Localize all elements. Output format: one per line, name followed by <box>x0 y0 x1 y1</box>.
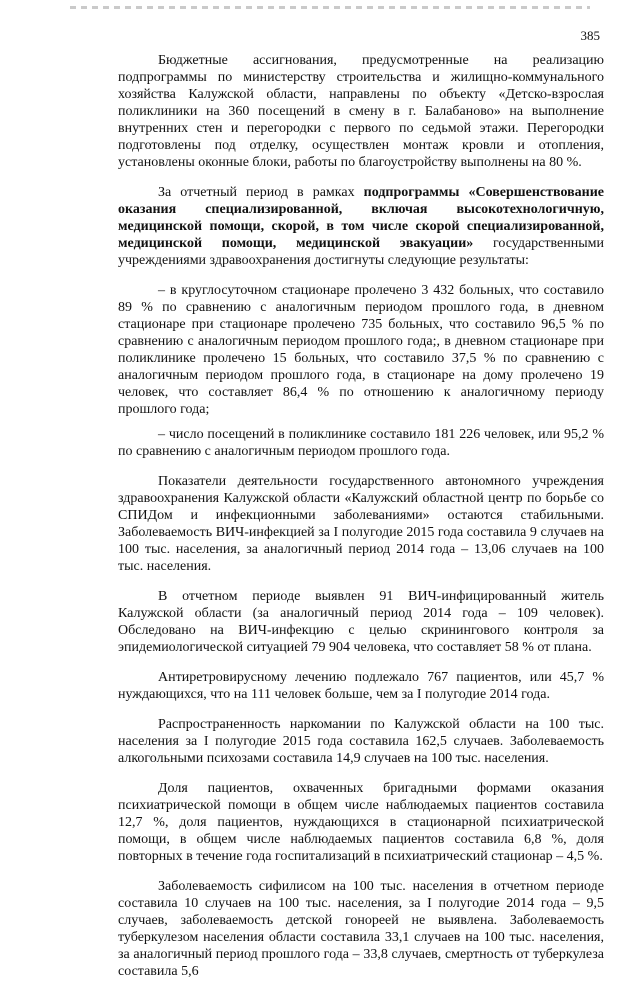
paragraph-narcomania: Распространенность наркомании по Калужской области на 100 тыс. населения за I полугодие 2015 года составила 162,5 случаев. Заболеваемость алкогольными психозами составила 14,9 случаев на 100 тыс. населения. <box>118 717 604 766</box>
paragraph-antiretroviral: Антиретровирусному лечению подлежало 767 пациентов, или 45,7 % нуждающихся, что на 111 человек больше, чем за I полугодие 2014 года. <box>118 670 604 702</box>
paragraph-psychiatric: Доля пациентов, охваченных бригадными формами оказания психиатрической помощи в общем числе наблюдаемых пациентов составила 12,7 %, доля пациентов, нуждающихся в стационарной психиатрической помощи, в общем числе наблюдаемых пациентов составила 6,8 %, доля повторных в течение года госпитализаций в психиатрический стационар – 4,5 %. <box>118 781 604 864</box>
subprogram-title: подпрограммы «Совершенствование оказания специализированной, включая высокотехнологичную, медицинской помощи, скорой, в том числе скорой специализированной, медицинской помощи, медицинской эвакуации» <box>118 185 604 251</box>
scan-artifact-line <box>70 6 590 9</box>
paragraph-aids-center: Показатели деятельности государственного автономного учреждения здравоохранения Калужской области «Калужский областной центр по борьбе со СПИДом и инфекционными заболеваниями» остаются стабильными. Заболеваемость ВИЧ-инфекцией за I полугодие 2015 года составила 9 случаев на 100 тыс. населения, за аналогичный период 2014 года – 13,06 случаев на 100 тыс. населения. <box>118 474 604 574</box>
paragraph-hiv-detected: В отчетном периоде выявлен 91 ВИЧ-инфицированный житель Калужской области (за аналогичный период 2014 года – 109 человек). Обследовано на ВИЧ-инфекцию с целью скринингового контроля за эпидемиологической ситуацией 79 904 человека, что составляет 58 % от плана. <box>118 589 604 655</box>
page-number: 385 <box>580 28 600 43</box>
paragraph-subprogram <box>118 184 604 269</box>
paragraph-subprogram-end: государственными учреждениями здравоохранения достигнуты следующие результаты: <box>118 236 604 268</box>
paragraph-subprogram-start: За отчетный период в рамках <box>158 185 364 200</box>
document-body <box>118 52 604 993</box>
paragraph-hospital-stats: – в круглосуточном стационаре пролечено 3 432 больных, что составило 89 % по сравнению с аналогичным периодом прошлого года, в дневном стационаре при стационаре пролечено 735 больных, что составило 96,5 % по сравнению с аналогичным периодом прошлого года;, в дневном стационаре при поликлинике пролечено 15 больных, что составило 37,5 % по сравнению с аналогичным периодом прошлого года, в стационаре на дому пролечено 19 человек, что составляет 86,4 % по отношению к аналогичному периоду прошлого года; <box>118 283 604 417</box>
paragraph-clinic-visits: – число посещений в поликлинике составило 181 226 человек, или 95,2 % по сравнению с аналогичным периодом прошлого года. <box>118 427 604 459</box>
paragraph-budget: Бюджетные ассигнования, предусмотренные на реализацию подпрограммы по министерству строительства и жилищно-коммунального хозяйства Калужской области, направлены по объекту «Детско-взрослая поликлиники на 360 посещений в смену в г. Балабаново» на выполнение внутренних стен и перегородки с первого по седьмой этажи. Перегородки подготовлены под отделку, осуществлен монтаж кровли и отопления, установлены оконные блоки, работы по благоустройству выполнены на 80 %. <box>118 53 604 170</box>
paragraph-syphilis-tb: Заболеваемость сифилисом на 100 тыс. населения в отчетном периоде составила 10 случаев на 100 тыс. населения, за I полугодие 2014 года – 9,5 случаев, заболеваемость детской гонореей не выявлена. Заболеваемость туберкулезом населения области составила 33,1 случаев на 100 тыс. населения, за аналогичный период прошлого года – 33,8 случаев, смертность от туберкулеза составила 5,6 <box>118 879 604 979</box>
